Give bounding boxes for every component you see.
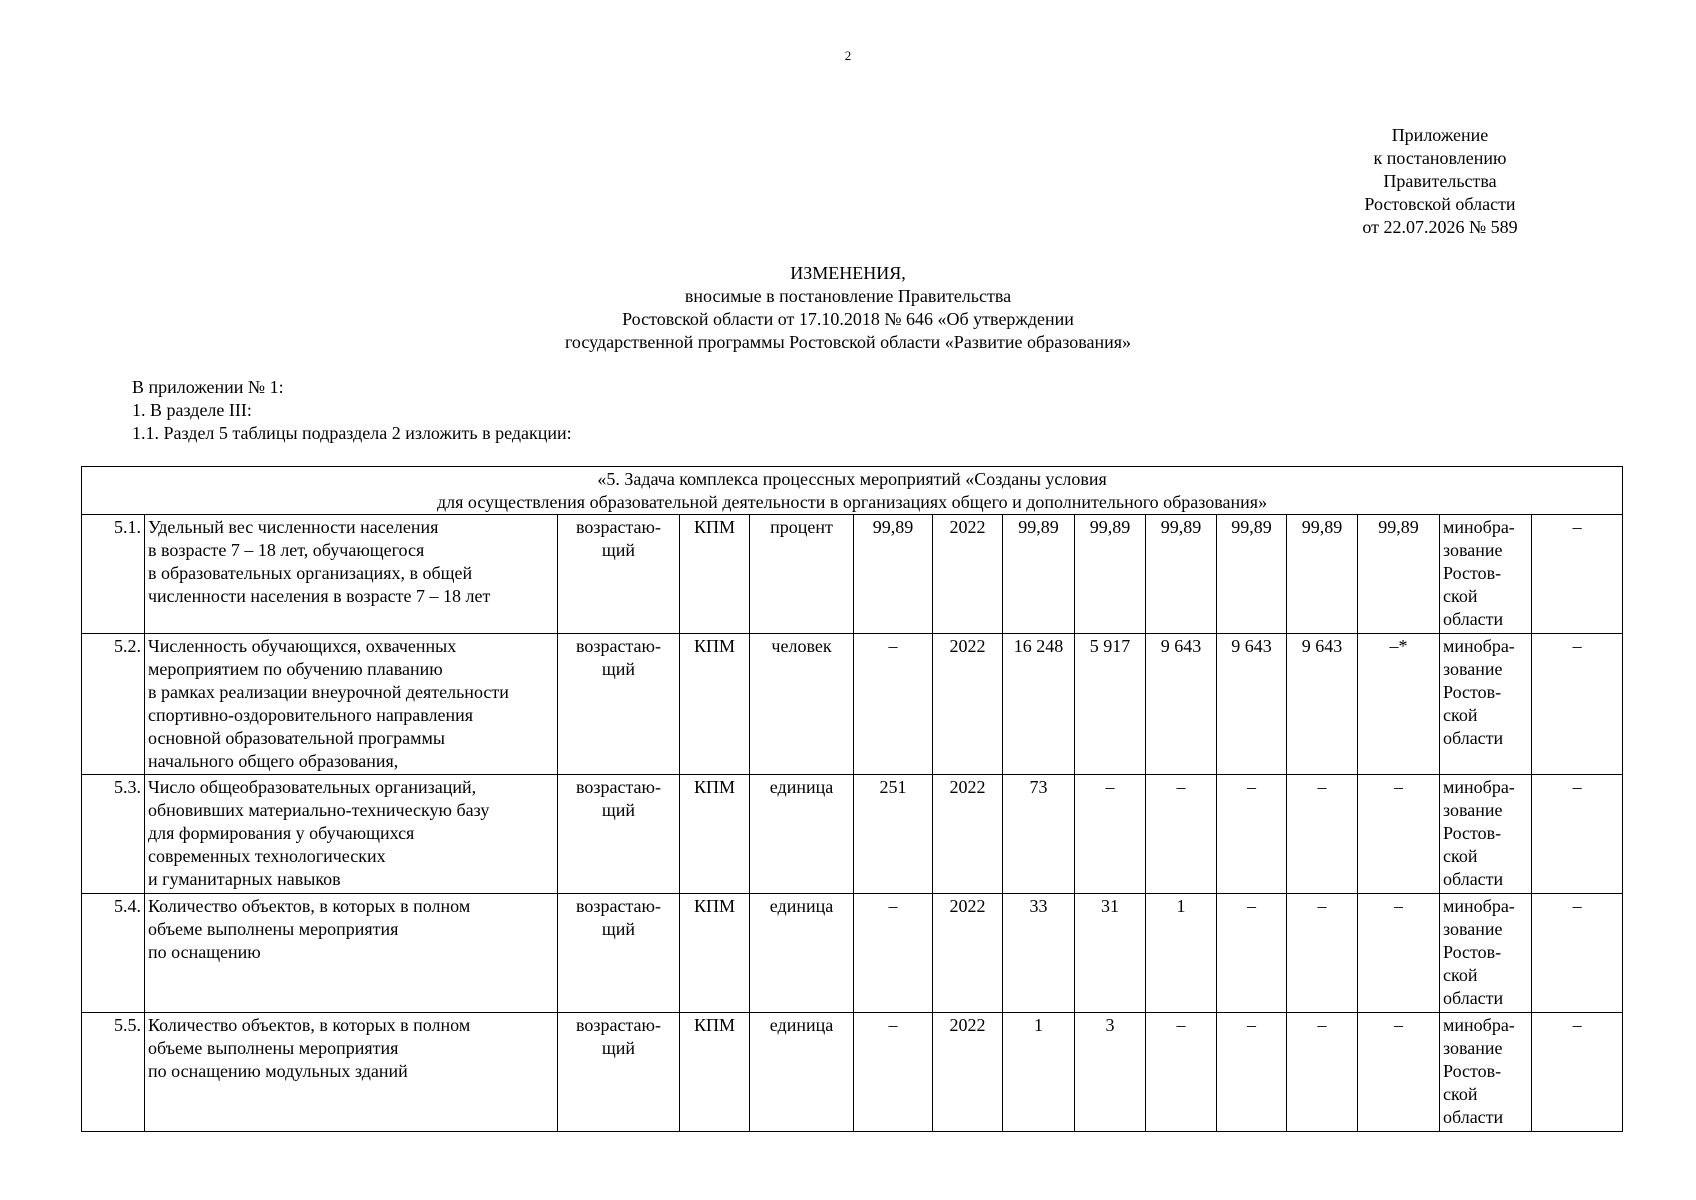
name-line: спортивно-оздоровительного направления	[148, 705, 473, 725]
appendix-line: Приложение	[1391, 125, 1489, 145]
page-number: 2	[844, 48, 852, 63]
row-number: 5.5.	[82, 1013, 145, 1132]
name-line: начального общего образования,	[148, 751, 399, 771]
name-line: основной образовательной программы	[148, 728, 445, 748]
indicator-name	[145, 515, 558, 634]
level-cell: КПМ	[680, 775, 750, 894]
name-line: современных технологических	[148, 846, 386, 866]
appendix-line: Ростовской области	[1364, 194, 1516, 214]
value-cell: 1	[1003, 1013, 1075, 1132]
value-cell: 33	[1003, 894, 1075, 1013]
trend-cell	[558, 894, 680, 1013]
link-cell: –	[1532, 1013, 1623, 1132]
name-line: в возрасте 7 – 18 лет, обучающегося	[148, 540, 425, 560]
responsible-line: Ростов-	[1443, 942, 1502, 962]
responsible-line: минобра-	[1443, 1015, 1515, 1035]
value-cell: –	[1358, 775, 1440, 894]
unit-cell: единица	[750, 894, 854, 1013]
indicator-name	[145, 894, 558, 1013]
trend-line: возрастаю-	[576, 517, 661, 537]
responsible-line: зование	[1443, 540, 1503, 560]
value-cell: –	[1146, 1013, 1217, 1132]
responsible-line: зование	[1443, 1038, 1503, 1058]
document-title	[0, 262, 1696, 354]
value-cell: –	[1358, 1013, 1440, 1132]
value-cell: –	[1287, 775, 1358, 894]
value-cell: 99,89	[1003, 515, 1075, 634]
name-line: обновивших материально-техническую базу	[148, 800, 490, 820]
name-line: мероприятием по обучению плаванию	[148, 659, 443, 679]
link-cell: –	[1532, 634, 1623, 775]
responsible-cell	[1440, 894, 1532, 1013]
unit-cell: человек	[750, 634, 854, 775]
responsible-line: Ростов-	[1443, 1061, 1502, 1081]
responsible-line: области	[1443, 609, 1504, 629]
base-year-cell: 2022	[933, 515, 1003, 634]
level-cell: КПМ	[680, 515, 750, 634]
name-line: в образовательных организациях, в общей	[148, 563, 473, 583]
trend-line: возрастаю-	[576, 1015, 661, 1035]
section-header-row	[82, 467, 1623, 515]
value-cell: –	[1075, 775, 1146, 894]
base-year-cell: 2022	[933, 1013, 1003, 1132]
unit-cell: единица	[750, 1013, 854, 1132]
value-cell: –	[1146, 775, 1217, 894]
section-header-line: «5. Задача комплекса процессных мероприятий «Созданы условия	[597, 469, 1107, 489]
value-cell: 99,89	[1146, 515, 1217, 634]
trend-line: щий	[601, 919, 636, 939]
trend-line: возрастаю-	[576, 777, 661, 797]
responsible-cell	[1440, 515, 1532, 634]
name-line: Удельный вес численности населения	[148, 517, 439, 537]
value-cell: –	[1358, 894, 1440, 1013]
table-row	[82, 775, 1623, 894]
appendix-line: от 22.07.2026 № 589	[1362, 217, 1518, 237]
level-cell: КПМ	[680, 1013, 750, 1132]
responsible-line: области	[1443, 1107, 1504, 1127]
trend-cell	[558, 775, 680, 894]
value-cell: 99,89	[1287, 515, 1358, 634]
base-value-cell: –	[854, 894, 933, 1013]
trend-line: возрастаю-	[576, 636, 661, 656]
value-cell: –	[1217, 775, 1287, 894]
table-row	[82, 515, 1623, 634]
value-cell: 99,89	[1075, 515, 1146, 634]
link-cell: –	[1532, 775, 1623, 894]
responsible-line: области	[1443, 728, 1504, 748]
value-cell: 1	[1146, 894, 1217, 1013]
name-line: Количество объектов, в которых в полном	[148, 1015, 471, 1035]
table-row	[82, 894, 1623, 1013]
link-cell: –	[1532, 515, 1623, 634]
title-line: вносимые в постановление Правительства	[684, 286, 1012, 306]
trend-line: щий	[601, 659, 636, 679]
responsible-line: минобра-	[1443, 777, 1515, 797]
responsible-line: ской	[1443, 965, 1478, 985]
responsible-line: минобра-	[1443, 636, 1515, 656]
value-cell: 9 643	[1217, 634, 1287, 775]
responsible-line: ской	[1443, 586, 1478, 606]
intro-block	[132, 376, 572, 445]
base-value-cell: 99,89	[854, 515, 933, 634]
value-cell: 3	[1075, 1013, 1146, 1132]
intro-line: 1. В разделе III:	[132, 400, 252, 420]
trend-line: щий	[601, 800, 636, 820]
responsible-cell	[1440, 775, 1532, 894]
value-cell: 99,89	[1217, 515, 1287, 634]
name-line: Число общеобразовательных организаций,	[148, 777, 477, 797]
trend-cell	[558, 1013, 680, 1132]
responsible-line: ской	[1443, 705, 1478, 725]
responsible-line: Ростов-	[1443, 823, 1502, 843]
indicator-name	[145, 634, 558, 775]
name-line: объеме выполнены мероприятия	[148, 1038, 399, 1058]
value-cell: 73	[1003, 775, 1075, 894]
row-number: 5.4.	[82, 894, 145, 1013]
indicator-name	[145, 775, 558, 894]
value-cell: –*	[1358, 634, 1440, 775]
intro-line: 1.1. Раздел 5 таблицы подраздела 2 изложить в редакции:	[132, 423, 572, 443]
value-cell: 99,89	[1358, 515, 1440, 634]
indicators-table	[81, 466, 1623, 1132]
responsible-line: области	[1443, 869, 1504, 889]
name-line: по оснащению модульных зданий	[148, 1061, 408, 1081]
name-line: для формирования у обучающихся	[148, 823, 415, 843]
responsible-line: ской	[1443, 846, 1478, 866]
value-cell: 31	[1075, 894, 1146, 1013]
value-cell: 9 643	[1287, 634, 1358, 775]
table-row	[82, 634, 1623, 775]
value-cell: 9 643	[1146, 634, 1217, 775]
responsible-line: зование	[1443, 800, 1503, 820]
value-cell: –	[1287, 894, 1358, 1013]
section-header	[82, 467, 1623, 515]
name-line: Количество объектов, в которых в полном	[148, 896, 471, 916]
base-value-cell: –	[854, 634, 933, 775]
title-line: ИЗМЕНЕНИЯ,	[790, 263, 906, 283]
title-line: государственной программы Ростовской области «Развитие образования»	[565, 332, 1131, 352]
name-line: Численность обучающихся, охваченных	[148, 636, 457, 656]
appendix-block	[1300, 124, 1580, 239]
responsible-line: ской	[1443, 1084, 1478, 1104]
table-row	[82, 1013, 1623, 1132]
base-year-cell: 2022	[933, 775, 1003, 894]
level-cell: КПМ	[680, 634, 750, 775]
trend-cell	[558, 515, 680, 634]
base-year-cell: 2022	[933, 634, 1003, 775]
value-cell: –	[1287, 1013, 1358, 1132]
intro-line: В приложении № 1:	[132, 377, 284, 397]
appendix-line: Правительства	[1383, 171, 1497, 191]
responsible-line: минобра-	[1443, 517, 1515, 537]
unit-cell: процент	[750, 515, 854, 634]
value-cell: 16 248	[1003, 634, 1075, 775]
responsible-line: зование	[1443, 919, 1503, 939]
responsible-line: Ростов-	[1443, 563, 1502, 583]
responsible-line: Ростов-	[1443, 682, 1502, 702]
responsible-cell	[1440, 1013, 1532, 1132]
indicator-name	[145, 1013, 558, 1132]
base-year-cell: 2022	[933, 894, 1003, 1013]
responsible-line: зование	[1443, 659, 1503, 679]
section-header-line: для осуществления образовательной деятельности в организациях общего и дополнительного образования»	[437, 492, 1268, 512]
value-cell: –	[1217, 894, 1287, 1013]
title-line: Ростовской области от 17.10.2018 № 646 «Об утверждении	[622, 309, 1074, 329]
trend-line: возрастаю-	[576, 896, 661, 916]
row-number: 5.2.	[82, 634, 145, 775]
name-line: и гуманитарных навыков	[148, 869, 341, 889]
level-cell: КПМ	[680, 894, 750, 1013]
link-cell: –	[1532, 894, 1623, 1013]
base-value-cell: 251	[854, 775, 933, 894]
base-value-cell: –	[854, 1013, 933, 1132]
unit-cell: единица	[750, 775, 854, 894]
responsible-line: минобра-	[1443, 896, 1515, 916]
name-line: численности населения в возрасте 7 – 18 лет	[148, 586, 491, 606]
trend-cell	[558, 634, 680, 775]
value-cell: 5 917	[1075, 634, 1146, 775]
name-line: по оснащению	[148, 942, 261, 962]
trend-line: щий	[601, 540, 636, 560]
trend-line: щий	[601, 1038, 636, 1058]
appendix-line: к постановлению	[1373, 148, 1507, 168]
responsible-cell	[1440, 634, 1532, 775]
row-number: 5.3.	[82, 775, 145, 894]
name-line: объеме выполнены мероприятия	[148, 919, 399, 939]
responsible-line: области	[1443, 988, 1504, 1008]
value-cell: –	[1217, 1013, 1287, 1132]
row-number: 5.1.	[82, 515, 145, 634]
name-line: в рамках реализации внеурочной деятельности	[148, 682, 509, 702]
